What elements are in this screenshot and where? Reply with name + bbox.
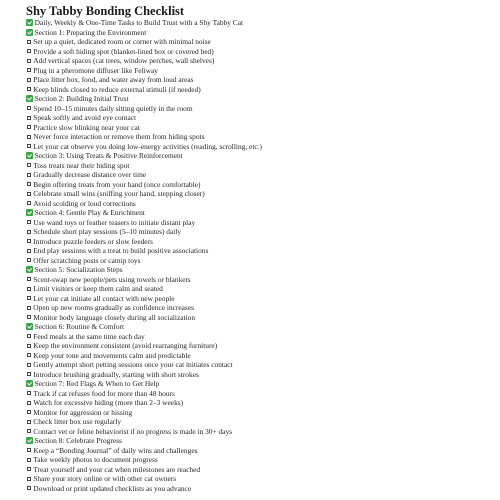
task-item[interactable]	[26, 332, 490, 342]
task-label: Introduce brushing gradually, starting with short strokes	[33, 369, 199, 379]
checkbox-icon[interactable]	[27, 363, 31, 367]
task-item[interactable]	[26, 427, 490, 437]
task-label: Keep a “Bonding Journal” of daily wins and challenges	[33, 445, 198, 455]
checkbox-icon[interactable]	[27, 391, 31, 395]
task-item[interactable]	[26, 408, 490, 418]
section-title: Section 5: Socialization Steps	[34, 265, 123, 274]
task-label: Add vertical spaces (cat trees, window perches, wall shelves)	[33, 56, 215, 65]
task-item[interactable]	[26, 180, 490, 190]
task-label: Share your story online or with other cat owners	[33, 474, 177, 483]
task-item[interactable]	[26, 351, 490, 361]
task-item[interactable]	[26, 189, 490, 199]
task-item[interactable]	[26, 398, 490, 408]
page-title: Shy Tabby Bonding Checklist	[26, 4, 185, 18]
task-item[interactable]	[26, 104, 490, 114]
section-header	[26, 265, 490, 275]
checkbox-icon[interactable]	[27, 401, 31, 405]
checkbox-icon[interactable]	[27, 78, 31, 82]
task-label: Schedule short play sessions (5–10 minutes) daily	[33, 227, 182, 236]
checkbox-icon[interactable]	[27, 49, 31, 53]
task-item[interactable]	[26, 161, 490, 171]
task-item[interactable]	[26, 199, 490, 209]
task-label: Begin offering treats from your hand (once comfortable)	[33, 179, 201, 189]
task-label: Scent-swap new people/pets using towels or blankets	[33, 274, 191, 284]
task-item[interactable]	[26, 170, 490, 180]
task-item[interactable]	[26, 113, 490, 123]
page-subtitle: Daily, Weekly & One-Time Tasks to Build Trust with a Shy Tabby Cat	[34, 18, 244, 27]
section-title: Section 6: Routine & Comfort	[34, 322, 125, 331]
checkbox-icon[interactable]	[27, 249, 31, 253]
task-label: Never force interaction or remove them from hiding spots	[33, 132, 205, 141]
task-item[interactable]	[26, 284, 490, 294]
checkbox-icon[interactable]	[27, 239, 31, 243]
section-header	[26, 436, 490, 446]
checkbox-icon[interactable]	[27, 163, 31, 167]
checkbox-icon[interactable]	[27, 125, 31, 129]
task-label: Limit visitors or keep them calm and seated	[33, 284, 163, 293]
task-item[interactable]	[26, 66, 490, 76]
checkmark-icon	[26, 29, 33, 36]
checkmark-icon	[26, 323, 33, 330]
task-label: Download or print updated checklists as you advance	[33, 483, 192, 493]
task-item[interactable]	[26, 218, 490, 228]
task-item[interactable]	[26, 465, 490, 475]
section-title: Section 2: Building Initial Trust	[34, 94, 129, 103]
task-item[interactable]	[26, 303, 490, 313]
checkmark-icon	[26, 380, 33, 387]
task-label: Check litter box use regularly	[33, 417, 122, 426]
task-label: Provide a soft hiding spot (blanket-lined box or covered bed)	[33, 46, 214, 56]
task-label: Avoid scolding or loud corrections	[33, 198, 136, 208]
task-item[interactable]	[26, 455, 490, 465]
task-label: Place litter box, food, and water away from loud areas	[33, 75, 194, 84]
task-item[interactable]	[26, 389, 490, 399]
checkbox-icon[interactable]	[27, 410, 31, 414]
task-label: Track if cat refuses food for more than 48 hours	[33, 388, 175, 398]
task-label: Celebrate small wins (sniffing your hand, stepping closer)	[33, 189, 205, 198]
task-item[interactable]	[26, 227, 490, 237]
checkbox-icon[interactable]	[27, 201, 31, 205]
task-item[interactable]	[26, 123, 490, 133]
task-item[interactable]	[26, 417, 490, 427]
task-label: Watch for excessive hiding (more than 2–3 weeks)	[33, 398, 184, 407]
task-item[interactable]	[26, 313, 490, 323]
task-item[interactable]	[26, 370, 490, 380]
section-title: Section 1: Preparing the Environment	[34, 27, 147, 37]
task-item[interactable]	[26, 56, 490, 66]
checkbox-icon[interactable]	[27, 458, 31, 462]
checkbox-icon[interactable]	[27, 182, 31, 186]
task-label: Monitor body language closely during all socialization	[33, 312, 196, 322]
checkbox-icon[interactable]	[27, 87, 31, 91]
checkmark-icon	[26, 152, 33, 159]
task-item[interactable]	[26, 246, 490, 256]
checkbox-icon[interactable]	[27, 277, 31, 281]
task-item[interactable]	[26, 256, 490, 266]
checkbox-icon[interactable]	[27, 306, 31, 310]
checkbox-icon[interactable]	[27, 40, 31, 44]
checkbox-icon[interactable]	[27, 68, 31, 72]
checkmark-icon	[26, 437, 33, 444]
checkbox-icon[interactable]	[27, 173, 31, 177]
section-header	[26, 208, 490, 218]
task-item[interactable]	[26, 341, 490, 351]
task-item[interactable]	[26, 294, 490, 304]
task-item[interactable]	[26, 37, 490, 47]
task-item[interactable]	[26, 47, 490, 57]
task-label: Spend 10–15 minutes daily sitting quietly in the room	[33, 103, 193, 113]
task-label: Gently attempt short petting sessions once your cat initiates contact	[33, 360, 233, 369]
task-label: Contact vet or feline behaviorist if no progress is made in 30+ days	[33, 426, 233, 436]
task-item[interactable]	[26, 474, 490, 484]
checkbox-icon[interactable]	[27, 220, 31, 224]
section-header	[26, 151, 490, 161]
section-title: Section 8: Celebrate Progress	[34, 436, 122, 445]
task-label: Speak softly and avoid eye contact	[33, 113, 137, 122]
task-label: Feed meals at the same time each day	[33, 331, 145, 341]
checkbox-icon[interactable]	[27, 59, 31, 63]
checkbox-icon[interactable]	[27, 344, 31, 348]
task-label: Keep your tone and movements calm and predictable	[33, 350, 191, 360]
checkbox-icon[interactable]	[27, 258, 31, 262]
checkbox-icon[interactable]	[27, 420, 31, 424]
section-header	[26, 94, 490, 104]
checkbox-icon[interactable]	[27, 477, 31, 481]
checkbox-icon[interactable]	[27, 144, 31, 148]
checkbox-icon[interactable]	[27, 429, 31, 433]
checkbox-icon[interactable]	[27, 116, 31, 120]
subtitle-row	[26, 18, 490, 28]
checkbox-icon[interactable]	[27, 467, 31, 471]
checkbox-icon[interactable]	[27, 287, 31, 291]
checkbox-icon[interactable]	[27, 192, 31, 196]
task-label: Gradually decrease distance over time	[33, 170, 147, 179]
task-item[interactable]	[26, 75, 490, 85]
checkbox-icon[interactable]	[27, 448, 31, 452]
task-label: Treat yourself and your cat when milestones are reached	[33, 464, 201, 474]
task-label: Practice slow blinking near your cat	[33, 122, 140, 132]
section-title: Section 7: Red Flags & When to Get Help	[34, 379, 160, 388]
checkbox-icon[interactable]	[27, 106, 31, 110]
task-item[interactable]	[26, 142, 490, 152]
task-label: Toss treats near their hiding spot	[33, 160, 130, 170]
checkbox-icon[interactable]	[27, 334, 31, 338]
section-title: Section 3: Using Treats & Positive Reinforcement	[34, 151, 183, 160]
task-item[interactable]	[26, 85, 490, 95]
checklist	[26, 18, 490, 493]
task-label: Let your cat observe you doing low-energy activities (reading, scrolling, etc.)	[33, 141, 262, 151]
section-header	[26, 28, 490, 38]
task-label: Open up new rooms gradually as confidence increases	[33, 303, 194, 312]
checkmark-icon	[26, 266, 33, 273]
checkbox-icon[interactable]	[27, 135, 31, 139]
task-label: Monitor for aggression or hissing	[33, 407, 133, 417]
checkbox-icon[interactable]	[27, 486, 31, 490]
task-label: Keep blinds closed to reduce external stimuli (if needed)	[33, 84, 201, 94]
task-item[interactable]	[26, 360, 490, 370]
task-label: End play sessions with a treat to build positive associations	[33, 246, 209, 255]
checkbox-icon[interactable]	[27, 372, 31, 376]
task-label: Introduce puzzle feeders or slow feeders	[33, 236, 153, 246]
task-label: Keep the environment consistent (avoid rearranging furniture)	[33, 341, 218, 350]
task-item[interactable]	[26, 237, 490, 247]
checkmark-icon	[26, 19, 33, 26]
checkbox-icon[interactable]	[27, 230, 31, 234]
checkbox-icon[interactable]	[27, 315, 31, 319]
task-item[interactable]	[26, 275, 490, 285]
task-label: Offer scratching posts or catnip toys	[33, 255, 141, 265]
section-title: Section 4: Gentle Play & Enrichment	[34, 208, 145, 217]
section-header	[26, 322, 490, 332]
task-label: Take weekly photos to document progress	[33, 455, 158, 464]
task-item[interactable]	[26, 132, 490, 142]
task-item[interactable]	[26, 446, 490, 456]
checkbox-icon[interactable]	[27, 353, 31, 357]
checkmark-icon	[26, 209, 33, 216]
task-item[interactable]	[26, 484, 490, 494]
section-header	[26, 379, 490, 389]
checkbox-icon[interactable]	[27, 296, 31, 300]
task-label: Use wand toys or feather teasers to initiate distant play	[33, 217, 196, 227]
task-label: Plug in a pheromone diffuser like Feliway	[33, 65, 158, 75]
checkmark-icon	[26, 95, 33, 102]
task-label: Set up a quiet, dedicated room or corner with minimal noise	[33, 37, 211, 46]
task-label: Let your cat initiate all contact with new people	[33, 293, 175, 303]
